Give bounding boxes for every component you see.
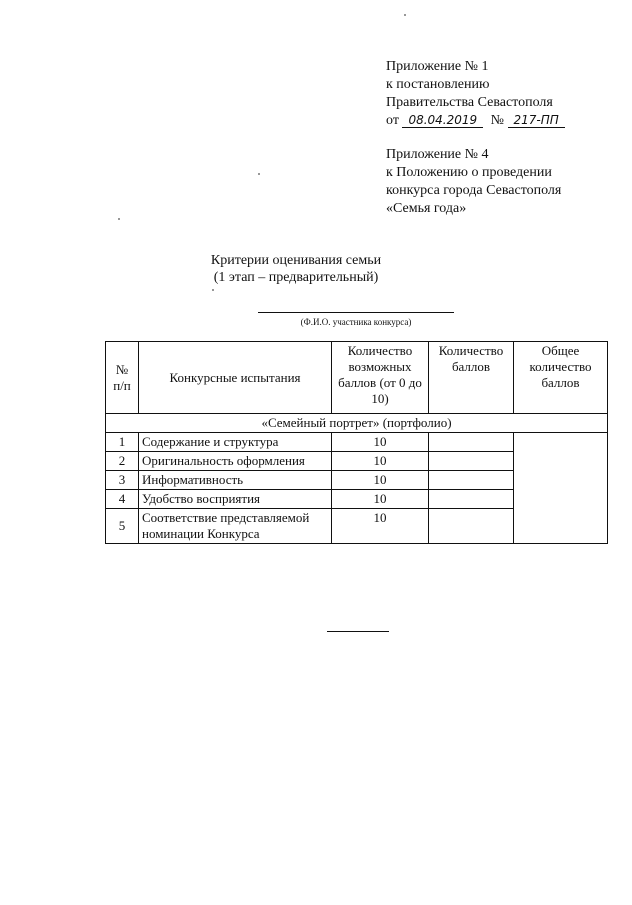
handwritten-date: 08.04.2019 xyxy=(402,113,483,128)
appendix-1-header xyxy=(386,58,565,130)
appendix-4-header xyxy=(386,146,561,218)
appendix-1-date-line xyxy=(386,112,565,130)
row-got xyxy=(429,452,514,471)
header-total: Общее количество баллов xyxy=(514,342,608,414)
end-separator-line xyxy=(327,631,389,632)
total-cell xyxy=(514,433,608,544)
handwritten-number: 217-ПП xyxy=(508,113,565,128)
row-num: 4 xyxy=(106,490,139,509)
header-got: Количество баллов xyxy=(429,342,514,414)
row-max: 10 xyxy=(332,433,429,452)
title-line-1: Критерии оценивания семьи xyxy=(210,253,382,268)
scan-speck xyxy=(258,173,260,175)
row-num: 2 xyxy=(106,452,139,471)
appendix-1-ref: к постановлению xyxy=(386,77,490,92)
header-max: Количество возможных баллов (от 0 до 10) xyxy=(332,342,429,414)
row-num: 5 xyxy=(106,509,139,544)
table-row xyxy=(106,433,608,452)
criteria-table xyxy=(105,341,608,544)
row-name: Соответствие представляемой номинации Конкурса xyxy=(139,509,332,544)
row-name: Содержание и структура xyxy=(139,433,332,452)
row-name: Удобство восприятия xyxy=(139,490,332,509)
row-got xyxy=(429,509,514,544)
scan-speck xyxy=(118,218,120,220)
section-row xyxy=(106,414,608,433)
row-max: 10 xyxy=(332,471,429,490)
date-prefix: от xyxy=(386,113,399,128)
row-max: 10 xyxy=(332,490,429,509)
row-num: 1 xyxy=(106,433,139,452)
appendix-1-title: Приложение № 1 xyxy=(386,59,489,74)
number-prefix: № xyxy=(490,113,505,128)
row-max: 10 xyxy=(332,452,429,471)
row-got xyxy=(429,471,514,490)
participant-name-line xyxy=(258,312,454,313)
row-name: Информативность xyxy=(139,471,332,490)
row-num: 3 xyxy=(106,471,139,490)
title-line-2: (1 этап – предварительный) xyxy=(213,270,379,285)
row-max: 10 xyxy=(332,509,429,544)
appendix-4-contest: конкурса города Севастополя xyxy=(386,183,562,198)
row-got xyxy=(429,490,514,509)
header-num: № п/п xyxy=(106,342,139,414)
section-title: «Семейный портрет» (портфолио) xyxy=(106,414,608,433)
appendix-4-title: Приложение № 4 xyxy=(386,147,489,162)
participant-name-caption: (Ф.И.О. участника конкурса) xyxy=(300,317,412,327)
table-header-row xyxy=(106,342,608,414)
appendix-1-authority: Правительства Севастополя xyxy=(386,95,553,110)
header-name: Конкурсные испытания xyxy=(139,342,332,414)
appendix-4-contest-name: «Семья года» xyxy=(386,201,467,216)
document-title xyxy=(0,252,632,286)
scan-speck xyxy=(212,289,214,291)
row-name: Оригинальность оформления xyxy=(139,452,332,471)
row-got xyxy=(429,433,514,452)
appendix-4-ref: к Положению о проведении xyxy=(386,165,552,180)
scan-speck xyxy=(404,14,406,16)
